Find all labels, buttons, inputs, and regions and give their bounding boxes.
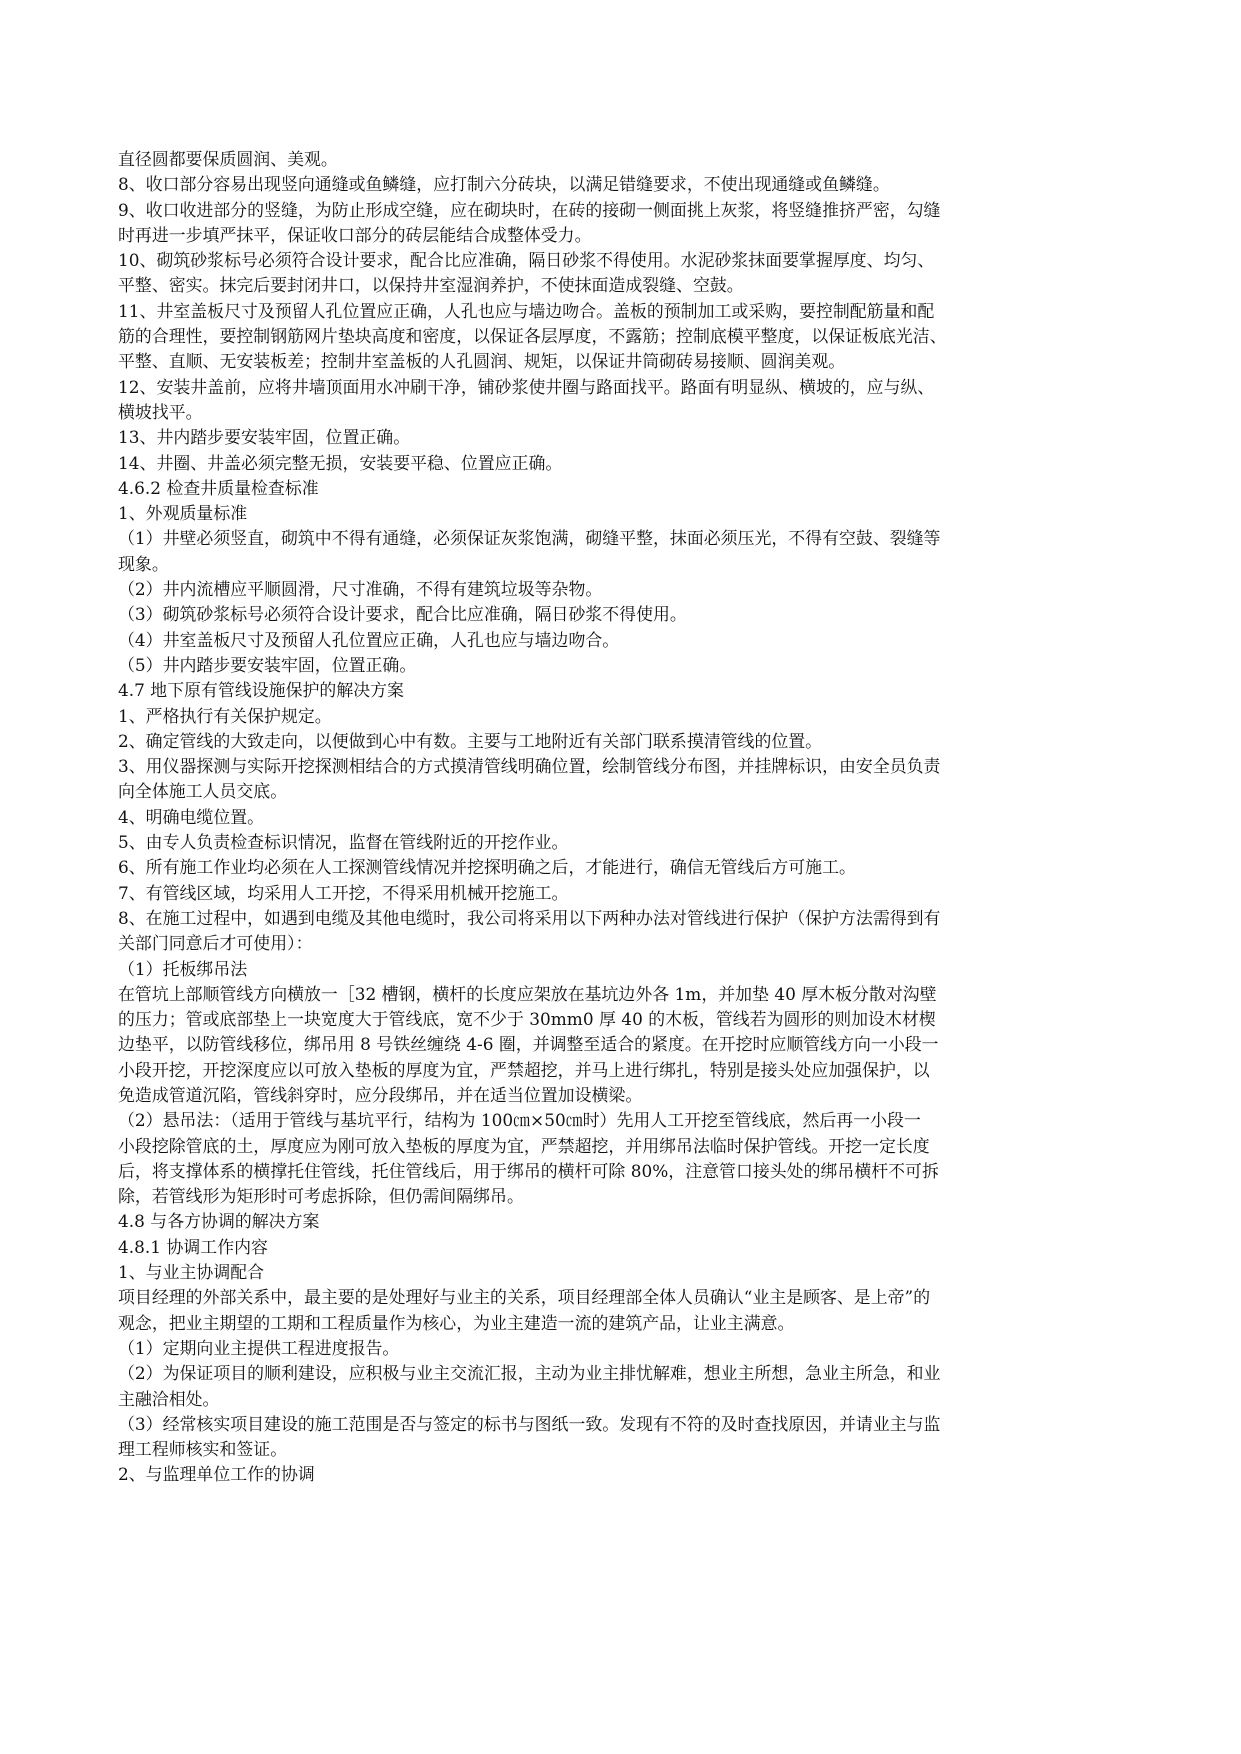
section-heading: 4.6.2 检查井质量检查标准 <box>118 477 319 498</box>
text-line: 项目经理的外部关系中，最主要的是处理好与业主的关系，项目经理部全体人员确认“业主是顾客、是上帝”的 <box>118 1287 931 1308</box>
text-line: 1、与业主协调配合 <box>118 1262 265 1283</box>
text-line: 现象。 <box>118 553 169 574</box>
text-line: （1）托板绑吊法 <box>118 958 248 979</box>
text-line: 2、与监理单位工作的协调 <box>118 1464 315 1485</box>
text-line: 6、所有施工作业均必须在人工探测管线情况并挖探明确之后，才能进行，确信无管线后方可施工。 <box>118 857 856 878</box>
text-line: 11、井室盖板尺寸及预留人孔位置应正确，人孔也应与墙边吻合。盖板的预制加工或采购，要控制配筋量和配 <box>118 300 935 321</box>
section-heading: 4.8 与各方协调的解决方案 <box>118 1211 320 1232</box>
text-line: （2）悬吊法：（适用于管线与基坑平行，结构为 100㎝×50㎝时）先用人工开挖至管线底，然后再一小段一 <box>118 1110 921 1131</box>
text-line: 1、严格执行有关保护规定。 <box>118 705 332 726</box>
text-line: （5）井内踏步要安装牢固，位置正确。 <box>118 654 417 675</box>
text-line: 12、安装井盖前，应将井墙顶面用水冲刷干净，铺砂浆使井圈与路面找平。路面有明显纵、横坡的，应与纵、 <box>118 376 935 397</box>
section-heading: 4.7 地下原有管线设施保护的解决方案 <box>118 680 404 701</box>
text-line: 8、在施工过程中，如遇到电缆及其他电缆时，我公司将采用以下两种办法对管线进行保护（保护方法需得到有 <box>118 907 941 928</box>
text-line: 时再进一步填严抹平，保证收口部分的砖层能结合成整体受力。 <box>118 224 592 245</box>
text-line: 边垫平，以防管线移位，绑吊用 8 号铁丝缠绕 4-6 圈，并调整至适合的紧度。在开挖时应顺管线方向一小段一 <box>118 1034 939 1055</box>
text-line: 后，将支撑体系的横撑托住管线，托住管线后，用于绑吊的横杆可除 80%，注意管口接头处的绑吊横杆不可拆 <box>118 1160 939 1181</box>
text-line: 向全体施工人员交底。 <box>118 781 288 802</box>
text-line: 14、井圈、井盖必须完整无损，安装要平稳、位置应正确。 <box>118 452 563 473</box>
text-line: 横坡找平。 <box>118 401 203 422</box>
text-line: 平整、直顺、无安装板差；控制井室盖板的人孔圆润、规矩，以保证井筒砌砖易接顺、圆润美观。 <box>118 351 846 372</box>
text-line: 3、用仪器探测与实际开挖探测相结合的方式摸清管线明确位置，绘制管线分布图，并挂牌标识，由安全员负责 <box>118 756 941 777</box>
document-body <box>118 147 1128 1488</box>
text-line: 观念，把业主期望的工期和工程质量作为核心，为业主建造一流的建筑产品，让业主满意。 <box>118 1312 795 1333</box>
section-heading: 4.8.1 协调工作内容 <box>118 1236 268 1257</box>
text-line: 8、收口部分容易出现竖向通缝或鱼鳞缝，应打制六分砖块，以满足错缝要求，不使出现通缝或鱼鳞缝。 <box>118 174 890 195</box>
text-line: 2、确定管线的大致走向，以便做到心中有数。主要与工地附近有关部门联系摸清管线的位置。 <box>118 730 823 751</box>
text-line: 关部门同意后才可使用）： <box>118 933 313 954</box>
text-line: （1）井壁必须竖直，砌筑中不得有通缝，必须保证灰浆饱满，砌缝平整，抹面必须压光，不得有空鼓、裂缝等 <box>118 528 941 549</box>
text-line: （2）井内流槽应平顺圆滑，尺寸准确，不得有建筑垃圾等杂物。 <box>118 579 603 600</box>
text-line: 理工程师核实和签证。 <box>118 1439 288 1460</box>
text-line: 1、外观质量标准 <box>118 503 248 524</box>
text-line: 平整、密实。抹完后要封闭井口，以保持井室湿润养护，不使抹面造成裂缝、空鼓。 <box>118 275 744 296</box>
text-line: （2）为保证项目的顺利建设，应积极与业主交流汇报，主动为业主排忧解难，想业主所想，急业主所急，和业 <box>118 1363 941 1384</box>
text-line: 小段开挖，开挖深度应以可放入垫板的厚度为宜，严禁超挖，并马上进行绑扎，特别是接头处应加强保护，以 <box>118 1059 930 1080</box>
text-line: （1）定期向业主提供工程进度报告。 <box>118 1337 400 1358</box>
text-line: 除，若管线形为矩形时可考虑拆除，但仍需间隔绑吊。 <box>118 1186 524 1207</box>
text-line: 10、砌筑砂浆标号必须符合设计要求，配合比应准确，隔日砂浆不得使用。水泥砂浆抹面要掌握厚度、均匀、 <box>118 250 935 271</box>
text-line: 主融洽相处。 <box>118 1388 220 1409</box>
text-line: 5、由专人负责检查标识情况，监督在管线附近的开挖作业。 <box>118 832 569 853</box>
text-line: 的压力；管或底部垫上一块宽度大于管线底，宽不少于 30mm0 厚 40 的木板，管线若为圆形的则加设木材楔 <box>118 1009 936 1030</box>
text-line: 4、明确电缆位置。 <box>118 806 265 827</box>
text-line: 筋的合理性，要控制钢筋网片垫块高度和密度，以保证各层厚度，不露筋；控制底模平整度，以保证板底光洁、 <box>118 326 947 347</box>
text-line: 在管坑上部顺管线方向横放一［32 槽钢，横杆的长度应架放在基坑边外各 1m，并加垫 40 厚木板分散对沟壁 <box>118 983 937 1004</box>
text-line: 7、有管线区域，均采用人工开挖，不得采用机械开挖施工。 <box>118 882 569 903</box>
text-line: （3）砌筑砂浆标号必须符合设计要求，配合比应准确，隔日砂浆不得使用。 <box>118 604 687 625</box>
text-line: 小段挖除管底的土，厚度应为刚可放入垫板的厚度为宜，严禁超挖，并用绑吊法临时保护管线。开挖一定长度 <box>118 1135 930 1156</box>
text-line: 免造成管道沉陷，管线斜穿时，应分段绑吊，并在适当位置加设横梁。 <box>118 1084 643 1105</box>
text-line: （3）经常核实项目建设的施工范围是否与签定的标书与图纸一致。发现有不符的及时查找原因，并请业主与监 <box>118 1413 941 1434</box>
text-line: （4）井室盖板尺寸及预留人孔位置应正确，人孔也应与墙边吻合。 <box>118 629 620 650</box>
text-line: 9、收口收进部分的竖缝，为防止形成空缝，应在砌块时，在砖的接砌一侧面挑上灰浆，将竖缝推挤严密，勾缝 <box>118 199 941 220</box>
text-line: 直径圆都要保质圆润、美观。 <box>118 149 338 169</box>
text-line: 13、井内踏步要安装牢固，位置正确。 <box>118 427 411 448</box>
